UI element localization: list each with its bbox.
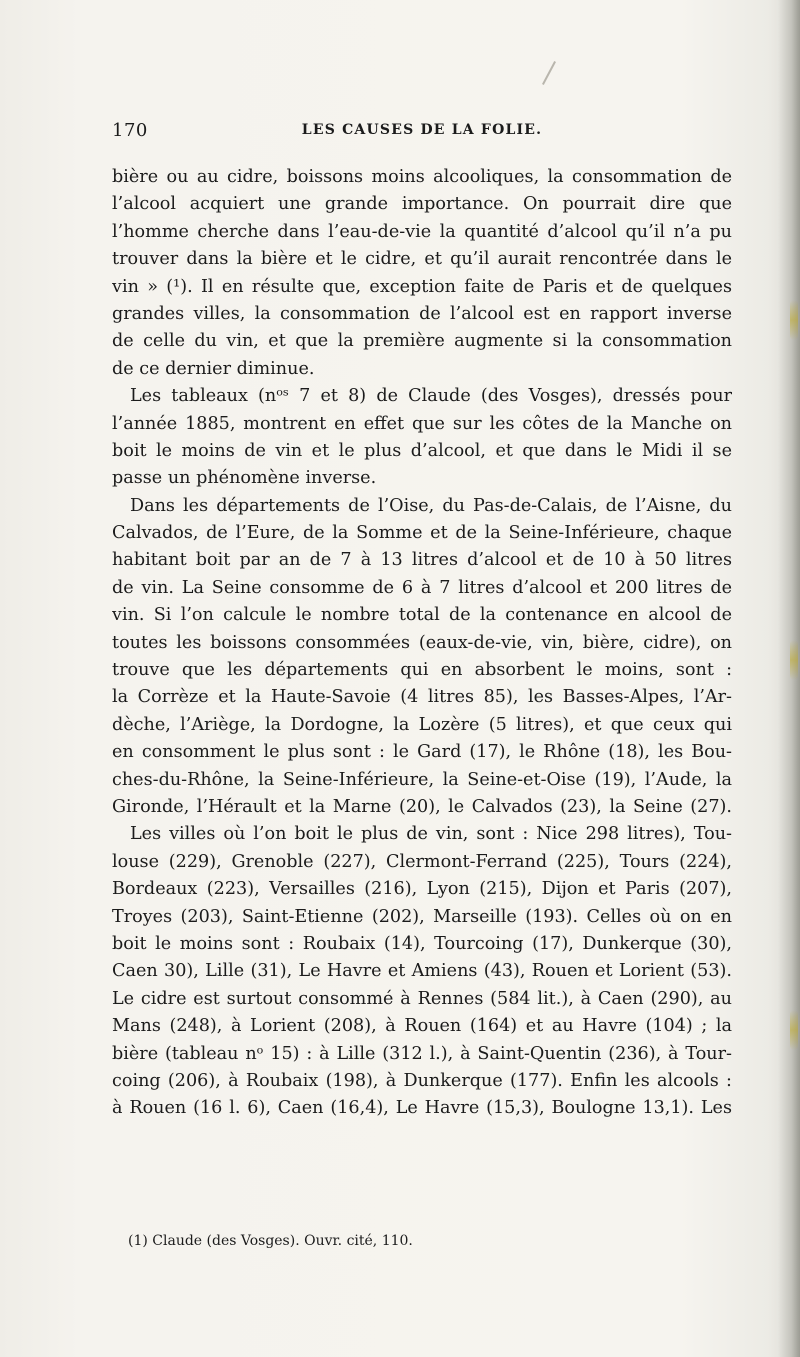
text-line: Caen 30), Lille (31), Le Havre et Amiens (43), Rouen et Lorient (53).: [112, 961, 732, 982]
stray-pencil-mark: [542, 61, 556, 85]
text-line: Bordeaux (223), Versailles (216), Lyon (215), Dijon et Paris (207),: [112, 879, 732, 900]
page-number: 170: [112, 120, 148, 141]
text-line: trouver dans la bière et le cidre, et qu’il aurait rencontrée dans le: [112, 249, 732, 270]
text-line: l’homme cherche dans l’eau-de-vie la quantité d’alcool qu’il n’a pu: [112, 221, 732, 242]
text-line: passe un phénomène inverse.: [112, 468, 377, 489]
text-line: Gironde, l’Hérault et la Marne (20), le Calvados (23), la Seine (27).: [112, 796, 732, 817]
page-edge-stain: [790, 300, 798, 340]
text-line: Dans les départements de l’Oise, du Pas-de-Calais, de l’Aisne, du: [130, 495, 732, 516]
text-line: coing (206), à Roubaix (198), à Dunkerque (177). Enfin les alcools :: [112, 1070, 732, 1091]
text-line: Les villes où l’on boit le plus de vin, sont : Nice 298 litres), Tou-: [130, 824, 732, 845]
text-line: l’année 1885, montrent en effet que sur les côtes de la Manche on: [112, 413, 732, 434]
text-line: vin. Si l’on calcule le nombre total de la contenance en alcool de: [112, 605, 732, 626]
text-line: trouve que les départements qui en absorbent le moins, sont :: [112, 660, 732, 681]
text-line: Le cidre est surtout consommé à Rennes (584 lit.), à Caen (290), au: [112, 988, 732, 1009]
body-text: [112, 164, 732, 1123]
text-line: de vin. La Seine consomme de 6 à 7 litres d’alcool et 200 litres de: [112, 577, 732, 598]
text-line: à Rouen (16 l. 6), Caen (16,4), Le Havre (15,3), Boulogne 13,1). Les: [112, 1098, 732, 1119]
page-edge-stain: [790, 640, 798, 680]
text-line: vin » (¹). Il en résulte que, exception faite de Paris et de quelques: [112, 276, 732, 297]
text-line: louse (229), Grenoble (227), Clermont-Ferrand (225), Tours (224),: [112, 851, 732, 872]
text-line: habitant boit par an de 7 à 13 litres d’alcool et de 10 à 50 litres: [112, 550, 732, 571]
text-line: bière ou au cidre, boissons moins alcooliques, la consommation de: [112, 167, 732, 187]
text-line: toutes les boissons consommées (eaux-de-vie, vin, bière, cidre), on: [112, 632, 732, 653]
text-line: Mans (248), à Lorient (208), à Rouen (164) et au Havre (104) ; la: [112, 1016, 732, 1037]
text-line: en consomment le plus sont : le Gard (17), le Rhône (18), les Bou-: [112, 742, 732, 763]
text-line: Troyes (203), Saint-Etienne (202), Marseille (193). Celles où on en: [112, 906, 732, 927]
text-line: Les tableaux (nᵒˢ 7 et 8) de Claude (des Vosges), dressés pour: [130, 386, 732, 407]
text-line: boit le moins de vin et le plus d’alcool, et que dans le Midi il se: [112, 440, 732, 461]
running-head: [112, 120, 732, 142]
text-line: la Corrèze et la Haute-Savoie (4 litres 85), les Basses-Alpes, l’Ar-: [112, 687, 732, 708]
page-edge-stain: [790, 1010, 798, 1050]
text-line: dèche, l’Ariège, la Dordogne, la Lozère (5 litres), et que ceux qui: [112, 714, 732, 735]
text-line: ches-du-Rhône, la Seine-Inférieure, la Seine-et-Oise (19), l’Aude, la: [112, 769, 732, 790]
text-line: de celle du vin, et que la première augmente si la consommation: [112, 331, 732, 352]
text-line: bière (tableau nᵒ 15) : à Lille (312 l.), à Saint-Quentin (236), à Tour-: [112, 1043, 732, 1064]
text-line: de ce dernier diminue.: [112, 358, 315, 379]
text-line: Calvados, de l’Eure, de la Somme et de la Seine-Inférieure, chaque: [112, 523, 732, 544]
footnote: (1) Claude (des Vosges). Ouvr. cité, 110.: [128, 1233, 413, 1249]
text-line: boit le moins sont : Roubaix (14), Tourcoing (17), Dunkerque (30),: [112, 933, 732, 954]
text-line: l’alcool acquiert une grande importance. On pourrait dire que: [112, 194, 732, 215]
text-line: grandes villes, la consommation de l’alcool est en rapport inverse: [112, 303, 732, 324]
chapter-title: LES CAUSES DE LA FOLIE.: [301, 122, 543, 138]
